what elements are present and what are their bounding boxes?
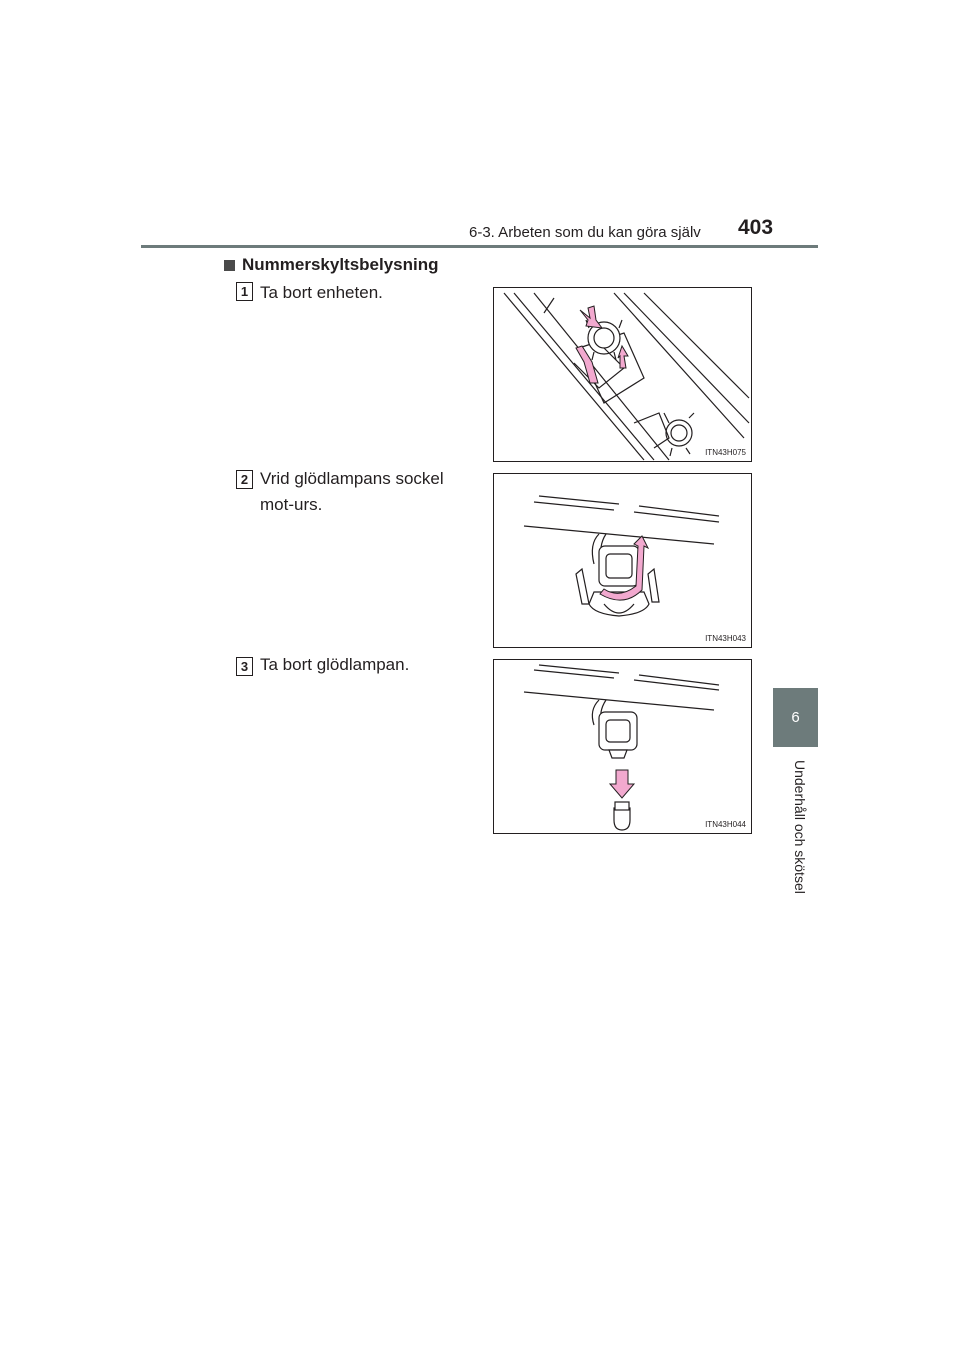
section-heading-text: Nummerskyltsbelysning (242, 255, 439, 274)
figure-remove-bulb (493, 659, 752, 834)
step-instruction: Ta bort glödlampan. (260, 655, 410, 674)
figure-code: ITN43H075 (705, 448, 746, 457)
socket-twist-illustration (494, 474, 751, 647)
header-divider (141, 245, 818, 248)
bulb-removal-illustration (494, 660, 751, 833)
figure-twist-socket (493, 473, 752, 648)
step-number-badge: 1 (236, 282, 253, 301)
step-number-badge: 3 (236, 657, 253, 676)
lamp-unit-illustration (494, 288, 751, 461)
header-section-title: 6-3. Arbeten som du kan göra själv (469, 224, 701, 241)
step-instruction: Vrid glödlampans sockel mot-urs. (260, 469, 444, 514)
step-instruction: Ta bort enheten. (260, 283, 383, 302)
page-number: 403 (738, 216, 774, 239)
section-heading (224, 255, 439, 275)
chapter-title: Underhåll och skötsel (792, 760, 808, 894)
chapter-tab: 6 (773, 688, 818, 747)
step-number-badge: 2 (236, 470, 253, 489)
square-bullet-icon (224, 260, 235, 271)
figure-code: ITN43H043 (705, 634, 746, 643)
figure-code: ITN43H044 (705, 820, 746, 829)
figure-remove-unit (493, 287, 752, 462)
